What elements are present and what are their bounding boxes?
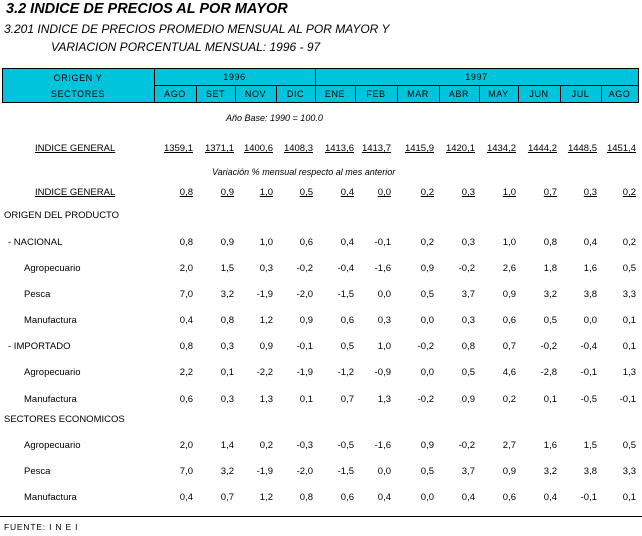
header-month-jun: JUN <box>529 89 549 99</box>
table-cell: 0,8 <box>179 187 193 198</box>
table-cell: -0,2 <box>540 341 557 352</box>
table-cell: 3,2 <box>543 466 557 477</box>
table-cell: 0,2 <box>259 440 273 451</box>
table-cell: -0,2 <box>417 394 434 405</box>
table-cell: 1,0 <box>259 187 273 198</box>
header-year-1996: 1996 <box>223 72 246 82</box>
header-row-label-2: SECTORES <box>50 89 106 99</box>
table-cell: 0,8 <box>299 492 313 503</box>
table-cell: 0,4 <box>583 237 597 248</box>
header-divider <box>154 85 638 86</box>
table-cell: 0,1 <box>622 492 636 503</box>
row-label: Manufactura <box>24 315 77 326</box>
table-cell: 0,4 <box>179 492 193 503</box>
table-cell: 0,9 <box>502 466 516 477</box>
table-cell: 0,3 <box>461 187 475 198</box>
table-cell: 0,9 <box>259 341 273 352</box>
table-cell: 7,0 <box>179 466 193 477</box>
row-label: - IMPORTADO <box>8 341 71 352</box>
table-cell: 1371,1 <box>204 143 234 154</box>
table-cell: 0,4 <box>179 315 193 326</box>
table-cell: 2,2 <box>179 367 193 378</box>
header-month-mar: MAR <box>407 89 429 99</box>
table-cell: 0,6 <box>502 492 516 503</box>
title-table-number: 3.201 INDICE DE PRECIOS PROMEDIO MENSUAL AL POR MAYOR Y <box>4 22 390 36</box>
table-cell: 0,9 <box>220 237 234 248</box>
table-cell: 1408,3 <box>283 143 313 154</box>
table-cell: -0,1 <box>580 367 597 378</box>
row-label: Agropecuario <box>24 367 81 378</box>
table-cell: -1,9 <box>296 367 313 378</box>
header-month-divider <box>196 85 197 103</box>
row-label: Pesca <box>24 289 51 300</box>
variation-note: Variación % mensual respecto al mes anterior <box>212 167 396 177</box>
table-cell: 0,6 <box>340 492 354 503</box>
table-cell: 1415,9 <box>404 143 434 154</box>
table-cell: 0,9 <box>220 187 234 198</box>
table-cell: 0,4 <box>377 492 391 503</box>
table-cell: 0,4 <box>543 492 557 503</box>
table-cell: 0,1 <box>622 341 636 352</box>
header-month-nov: NOV <box>244 89 267 99</box>
table-cell: 0,8 <box>461 341 475 352</box>
table-cell: 0,2 <box>502 394 516 405</box>
header-month-divider <box>276 85 277 103</box>
table-cell: 0,8 <box>179 341 193 352</box>
table-cell: 4,6 <box>502 367 516 378</box>
table-cell: -2,0 <box>296 289 313 300</box>
table-cell: 2,7 <box>502 440 516 451</box>
table-cell: 1,3 <box>377 394 391 405</box>
table-cell: -0,5 <box>337 440 354 451</box>
table-cell: -0,5 <box>580 394 597 405</box>
table-cell: 1,0 <box>259 237 273 248</box>
table-cell: 3,3 <box>622 466 636 477</box>
table-cell: 1,8 <box>543 263 557 274</box>
table-cell: 0,6 <box>179 394 193 405</box>
header-month-set: SET <box>205 89 226 99</box>
table-cell: 1420,1 <box>445 143 475 154</box>
header-month-ago: AGO <box>608 89 631 99</box>
table-cell: 0,3 <box>461 237 475 248</box>
table-cell: 1413,7 <box>361 143 391 154</box>
table-cell: 1,0 <box>502 237 516 248</box>
table-cell: 0,1 <box>622 315 636 326</box>
table-cell: 1,6 <box>543 440 557 451</box>
table-cell: 0,6 <box>299 237 313 248</box>
header-month-divider <box>560 85 561 103</box>
table-cell: 1451,4 <box>606 143 636 154</box>
table-cell: 0,9 <box>502 289 516 300</box>
table-cell: -1,9 <box>256 466 273 477</box>
table-cell: -0,2 <box>296 263 313 274</box>
table-cell: 0,0 <box>377 187 391 198</box>
table-cell: 0,7 <box>340 394 354 405</box>
table-cell: 0,5 <box>420 466 434 477</box>
header-month-ene: ENE <box>324 89 346 99</box>
table-cell: -1,5 <box>337 289 354 300</box>
table-cell: 0,0 <box>377 466 391 477</box>
row-label: Agropecuario <box>24 440 81 451</box>
table-cell: 1,2 <box>259 315 273 326</box>
row-label: Agropecuario <box>24 263 81 274</box>
title-table-subtitle: VARIACION PORCENTUAL MENSUAL: 1996 - 97 <box>51 40 321 54</box>
table-cell: 1434,2 <box>486 143 516 154</box>
table-cell: -1,6 <box>374 440 391 451</box>
table-cell: -1,2 <box>337 367 354 378</box>
header-month-divider <box>518 85 519 103</box>
table-cell: 0,9 <box>299 315 313 326</box>
table-cell: 1,2 <box>259 492 273 503</box>
table-cell: -2,2 <box>256 367 273 378</box>
table-cell: 0,5 <box>543 315 557 326</box>
variation-general-label: INDICE GENERAL <box>35 187 116 198</box>
table-cell: 2,6 <box>502 263 516 274</box>
table-cell: 0,3 <box>583 187 597 198</box>
table-cell: 0,9 <box>420 263 434 274</box>
base-year-note: Año Base: 1990 = 100.0 <box>226 113 323 123</box>
table-cell: 0,5 <box>622 440 636 451</box>
table-cell: 3,8 <box>583 289 597 300</box>
row-label: Pesca <box>24 466 51 477</box>
header-month-ago: AGO <box>164 89 186 99</box>
table-cell: -1,6 <box>374 263 391 274</box>
table-cell: 0,0 <box>583 315 597 326</box>
table-cell: -0,2 <box>458 440 475 451</box>
source-note: FUENTE: I N E I <box>4 522 79 532</box>
table-cell: -0,4 <box>337 263 354 274</box>
table-cell: 1,0 <box>502 187 516 198</box>
table-cell: 0,4 <box>340 187 354 198</box>
table-cell: 0,3 <box>461 315 475 326</box>
table-cell: -0,1 <box>296 341 313 352</box>
header-month-divider <box>439 85 440 103</box>
index-general-label: INDICE GENERAL <box>35 143 116 154</box>
table-cell: 0,6 <box>340 315 354 326</box>
title-main: 3.2 INDICE DE PRECIOS AL POR MAYOR <box>6 1 288 17</box>
table-cell: 0,5 <box>340 341 354 352</box>
table-cell: 0,0 <box>420 367 434 378</box>
table-cell: -0,2 <box>458 263 475 274</box>
table-cell: -0,1 <box>619 394 636 405</box>
table-cell: -2,8 <box>540 367 557 378</box>
table-cell: 2,0 <box>179 263 193 274</box>
header-month-dic: DIC <box>286 89 305 99</box>
table-cell: -2,0 <box>296 466 313 477</box>
table-cell: 0,8 <box>179 237 193 248</box>
header-month-divider <box>397 85 398 103</box>
table-cell: 1,6 <box>583 263 597 274</box>
table-cell: 1413,6 <box>324 143 354 154</box>
table-cell: 0,5 <box>461 367 475 378</box>
table-cell: -0,2 <box>417 341 434 352</box>
table-cell: 1,3 <box>259 394 273 405</box>
table-cell: 0,1 <box>220 367 234 378</box>
table-cell: 0,9 <box>420 440 434 451</box>
table-cell: 3,2 <box>543 289 557 300</box>
table-cell: 1444,2 <box>527 143 557 154</box>
table-cell: 0,1 <box>543 394 557 405</box>
table-cell: 0,5 <box>622 263 636 274</box>
table-cell: 0,4 <box>461 492 475 503</box>
table-cell: 0,5 <box>299 187 313 198</box>
table-cell: 1,0 <box>377 341 391 352</box>
table-cell: 0,3 <box>377 315 391 326</box>
table-cell: 0,0 <box>377 289 391 300</box>
table-cell: 1400,6 <box>243 143 273 154</box>
section-sectors-title: SECTORES ECONOMICOS <box>4 414 125 425</box>
table-cell: 0,2 <box>420 237 434 248</box>
row-label: Manufactura <box>24 394 77 405</box>
header-month-divider <box>235 85 236 103</box>
table-cell: -1,9 <box>256 289 273 300</box>
table-cell: -0,4 <box>580 341 597 352</box>
table-cell: 0,0 <box>420 315 434 326</box>
table-cell: 0,8 <box>543 237 557 248</box>
table-cell: 0,7 <box>543 187 557 198</box>
table-cell: 3,7 <box>461 466 475 477</box>
table-cell: 2,0 <box>179 440 193 451</box>
header-year-1997: 1997 <box>465 72 488 82</box>
table-cell: -0,1 <box>374 237 391 248</box>
table-cell: -0,3 <box>296 440 313 451</box>
table-cell: 0,3 <box>220 341 234 352</box>
table-cell: 0,0 <box>420 492 434 503</box>
table-cell: 3,7 <box>461 289 475 300</box>
table-cell: 1,5 <box>220 263 234 274</box>
table-cell: 3,2 <box>220 289 234 300</box>
table-cell: 1,3 <box>622 367 636 378</box>
table-cell: 0,2 <box>622 187 636 198</box>
table-cell: 1359,1 <box>163 143 193 154</box>
table-cell: 0,1 <box>299 394 313 405</box>
table-cell: 0,2 <box>420 187 434 198</box>
header-row-label-1: ORIGEN Y <box>53 73 103 83</box>
table-cell: 0,7 <box>502 341 516 352</box>
section-origin-title: ORIGEN DEL PRODUCTO <box>4 210 120 221</box>
table-cell: 7,0 <box>179 289 193 300</box>
header-month-may: MAY <box>488 89 509 99</box>
table-cell: 1,4 <box>220 440 234 451</box>
table-cell: 0,9 <box>461 394 475 405</box>
table-cell: 3,3 <box>622 289 636 300</box>
header-month-feb: FEB <box>366 89 386 99</box>
row-label: Manufactura <box>24 492 77 503</box>
table-cell: 0,3 <box>259 263 273 274</box>
table-cell: 0,8 <box>220 315 234 326</box>
table-cell: -1,5 <box>337 466 354 477</box>
table-cell: 0,4 <box>340 237 354 248</box>
table-cell: 1448,5 <box>567 143 597 154</box>
header-month-abr: ABR <box>448 89 470 99</box>
table-cell: 0,2 <box>622 237 636 248</box>
table-cell: 3,8 <box>583 466 597 477</box>
row-label: - NACIONAL <box>8 237 63 248</box>
table-cell: 0,6 <box>502 315 516 326</box>
table-cell: -0,9 <box>374 367 391 378</box>
table-bottom-rule <box>0 516 642 517</box>
header-month-divider <box>479 85 480 103</box>
header-month-divider <box>355 85 356 103</box>
header-month-divider <box>601 85 602 103</box>
header-month-jul: JUL <box>571 89 590 99</box>
table-cell: 1,5 <box>583 440 597 451</box>
table-cell: 0,3 <box>220 394 234 405</box>
table-cell: 0,5 <box>420 289 434 300</box>
table-cell: 3,2 <box>220 466 234 477</box>
table-cell: 0,7 <box>220 492 234 503</box>
table-cell: -0,1 <box>580 492 597 503</box>
